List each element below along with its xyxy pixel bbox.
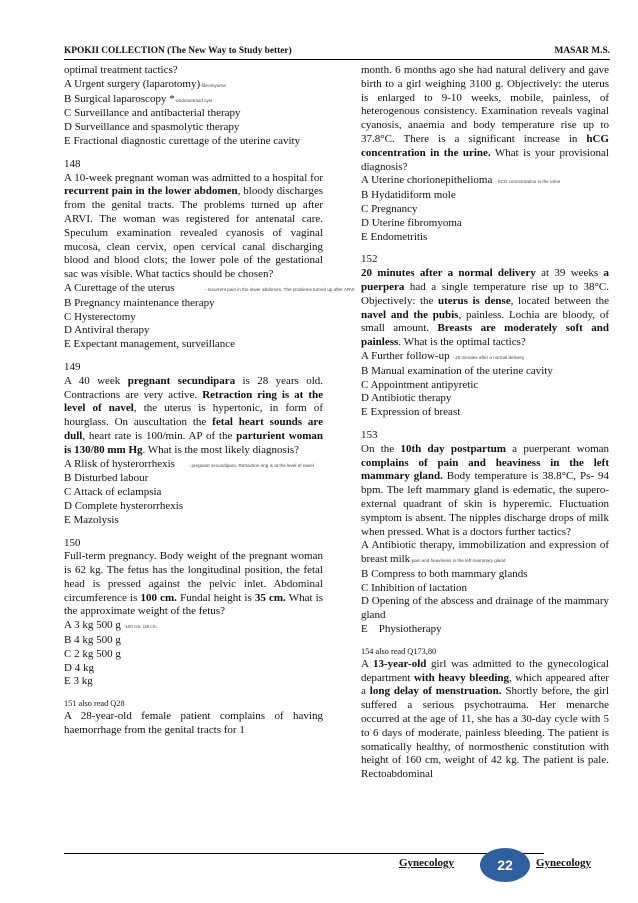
cross-reference: 154 also read Q173,80 [361,646,437,656]
cross-reference: 151 also read Q28 [64,699,125,709]
option-d: D Complete hysterorrhexis [64,499,184,512]
option-a: A Urgent surgery (laparotomy)-fibromyoma [64,77,226,90]
question-150 [64,537,323,690]
option-d: D Antiviral therapy [64,324,150,337]
question-154 [361,646,609,782]
annotation: - 20 minutes after a normal delivery [452,354,525,360]
option-e: E Expectant management, surveillance [64,338,236,351]
annotation: - recurrent pain in the lower abdomen, The problems turned up after ARVI [204,286,355,292]
question-stem: A 28-year-old female patient complains of having haemorrhage from the genital tracts for 1 [64,710,323,737]
annotation: -fibromyoma [200,82,226,88]
option-a: A Further follow-up - 20 minutes after a normal delivery [361,349,525,362]
annotation: -100 cm. \35 cm. [123,624,158,630]
annotation: - pregnant secundipara, Retraction ring is at the level of navel [188,462,314,468]
option-d: D Uterine fibromyoma [361,216,462,229]
question-152 [361,253,609,420]
option-e: E Endometritis [361,230,428,243]
option-e: E Physiotherapy [361,623,442,636]
annotation: -pain and heaviness in the left mammary gland [410,558,506,564]
option-e: E Expression of breast [361,406,461,419]
annotation: - hCG concentration in the urine [495,179,561,185]
question-stem: A 10-week pregnant woman was admitted to a hospital for recurrent pain in the lower abdomen, bloody discharges from the genital tracts. The problems turned up after ARVI. The woman was registered for antenatal care. Speculum examination revealed cyanosis of vaginal mucosa, clean cervix, open cervical canal discharging blood and blood clots; the lower pole of the gestational sac was visible. What tactics should be chosen? [64,171,323,281]
option-d: D 4 kg [64,661,94,674]
option-c: C Surveillance and antibacterial therapy [64,107,241,120]
left-column [64,64,355,747]
question-149 [64,361,323,528]
option-d: D Opening of the abscess and drainage of the mammary gland [361,595,609,622]
question-stem: 20 minutes after a normal delivery at 39 weeks a puerpera had a single temperature rise up to 38°C. Objectively: the uterus is dense, located between the navel and the pubis, painless. Lochia are bloody, of small amount. Breasts are moderately soft and painless. What is the optimal tactics? [361,267,610,349]
right-column [361,64,609,791]
question-stem: A 13-year-old girl was admitted to the gynecological department with heavy bleeding, which appeared after a long delay of menstruation. Shortly before, the girl suffered a serious psychotrauma. Her menarche occurred at the age of 11, she has a 30-day cycle with 5 to 6 days of moderate, painless bleeding. The patient is somatically healthy, of normosthenic constitution with height of 160 cm, weight of 42 kg. The patient is pale. Rectoabdominal [361,657,609,781]
option-c: C 2 kg 500 g [64,647,121,660]
option-b: B Surgical laparoscopy *-endometrioid cyst [64,92,213,105]
option-d: D Antibiotic therapy [361,392,452,405]
option-b: B 4 kg 500 g [64,634,121,647]
option-b: B Manual examination of the uterine cavity [361,364,553,377]
option-c: C Hysterectomy [64,310,136,323]
option-e: E Mazolysis [64,513,119,526]
author-name: MASAR M.S. [554,46,610,56]
question-stem: month. 6 months ago she had natural delivery and gave birth to a girl weighing 3100 g. Objectively: the uterus is enlarged to 9-10 weeks, mobile, painless, of heterogenous consistency. Examination reveals vaginal cyanosis, anaemia and body temperature rise up to 37.8°C. There is a significant increase in hCG concentration in the urine. What is your provisional diagnosis? [361,64,609,173]
option-c: C Appointment antipyretic [361,378,479,391]
question-148 [64,157,355,352]
option-a: A Antibiotic therapy, immobilization and expression of breast milk-pain and heaviness in the left mammary gland [361,539,609,566]
question-number: 149 [64,360,81,373]
question-147-tail [64,64,323,149]
annotation: -endometrioid cyst [174,97,213,103]
question-number: 153 [361,428,378,441]
option-a: A 3 kg 500 g -100 cm. \35 cm. [64,619,158,632]
option-e: E 3 kg [64,675,93,688]
option-a: A Curettage of the uterus - recurrent pain in the lower abdomen, The problems turned up after ARVI [64,281,355,294]
option-e: E Fractional diagnostic curettage of the uterine cavity [64,134,301,147]
option-c: C Pregnancy [361,202,418,215]
question-stem: On the 10th day postpartum a puerperant woman complains of pain and heaviness in the left mammary gland. Body temperature is 38.8°C, Ps- 94 bpm. The left mammary gland is edematic, the supero-external quadrant of skin is hyperemic. Fluctuation symptom is absent. The nipples discharge drops of milk when pressed. What is a doctors further tactics? [361,442,610,538]
option-b: B Hydatidiform mole [361,189,456,202]
option-d: D Surveillance and spasmolytic therapy [64,121,240,134]
question-stem: A 40 week pregnant secundipara is 28 years old. Contractions are very active. Retraction ring is at the level of navel, the uterus is hypertonic, in form of hourglass. On auscultation the fetal heart sounds are dull, heart rate is 100/min. AP of the parturient woman is 130/80 mm Hg. What is the most likely diagnosis? [64,374,324,456]
question-151-continued [361,64,609,244]
footer-rule [64,853,544,854]
question-stem: optimal treatment tactics? [64,64,178,76]
option-b: B Compress to both mammary glands [361,567,528,580]
question-number: 150 [64,536,81,549]
option-a: A Rlisk of hysterorrhexis - pregnant secundipara, Retraction ring is at the level of navel [64,457,314,470]
footer-subject-right: Gynecology [536,857,591,869]
option-b: B Disturbed labour [64,472,149,485]
option-c: C Inhibition of lactation [361,581,468,594]
question-number: 148 [64,157,81,170]
option-a: A Uterine chorionepithelioma - hCG concentration in the urine [361,174,561,187]
page-number-badge: 22 [480,848,530,882]
question-stem: Full-term pregnancy. Body weight of the pregnant woman is 62 kg. The fetus has the longitudinal position, the fetal head is pressed against the pelvic inlet. Abdominal circumference is 100 cm. Fundal height is 35 cm. What is the approximate weight of the fetus? [64,550,324,618]
question-151 [64,698,323,738]
question-153 [361,429,609,637]
page-header [64,44,610,60]
footer-subject-left: Gynecology [399,857,454,869]
option-c: C Attack of eclampsia [64,486,162,499]
collection-title: KPOKII COLLECTION (The New Way to Study better) [64,46,292,56]
question-number: 152 [361,253,378,266]
option-b: B Pregnancy maintenance therapy [64,296,215,309]
